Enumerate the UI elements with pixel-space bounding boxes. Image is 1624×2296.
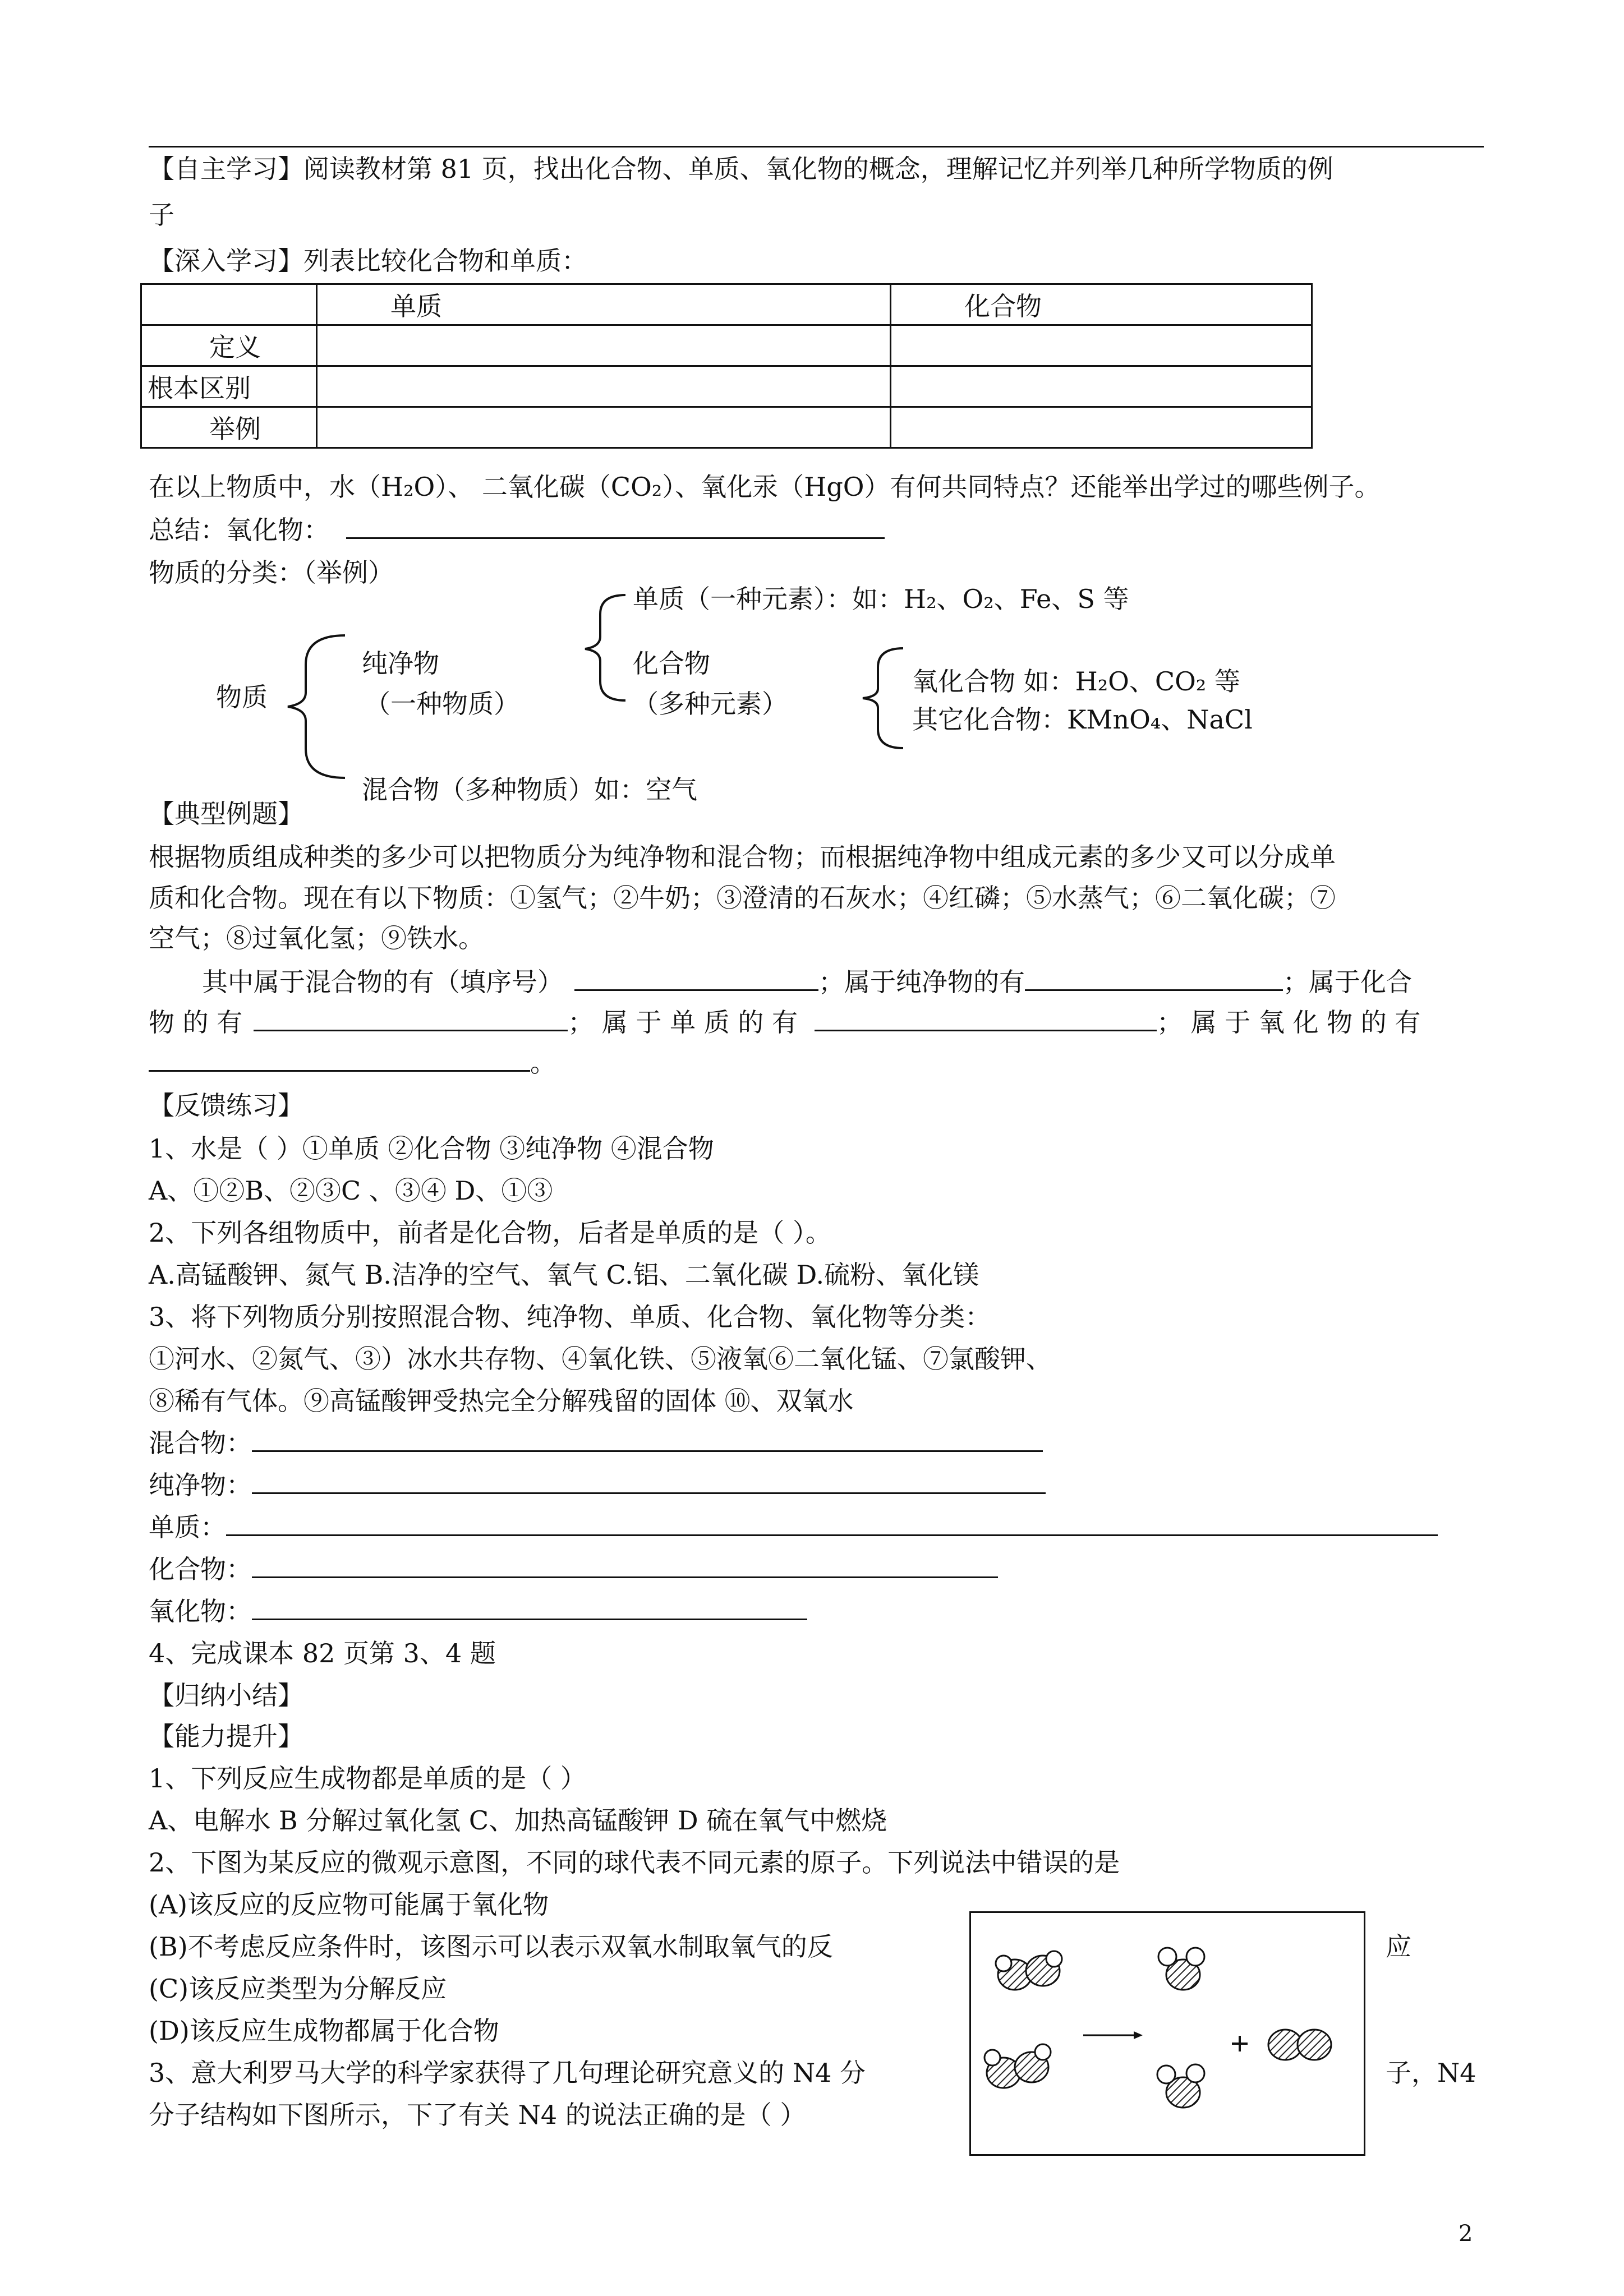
row-label-difference: 根本区别 [141,366,317,407]
tree-oxide: 氧化合物 如：H₂O、CO₂ 等 [912,666,1240,697]
table-row [141,407,1312,448]
cell-difference-compound[interactable] [891,366,1312,407]
compound-row [149,1551,998,1588]
table-row [141,325,1312,366]
simple-row-label: 单质： [149,1512,226,1542]
example-line3: 空气；⑧过氧化氢；⑨铁水。 [149,923,484,953]
page-number: 2 [1459,2221,1473,2247]
oxide-row-label: 氧化物： [149,1596,252,1626]
oxide-label: ； 属 于 氧 化 物 的 有 [1156,1007,1421,1038]
tree-root: 物质 [216,682,268,712]
reactant-molecule-2 [984,2044,1051,2088]
common-feature-question: 在以上物质中，水（H₂O）、 二氧化碳（CO₂）、氧化汞（HgO）有何共同特点？还能举出学过的哪些例子。 [149,472,1381,502]
compound-answer-blank[interactable] [254,1004,568,1031]
tree-other: 其它化合物：KMnO₄、NaCl [912,704,1253,735]
ability-q2-option-a: (A)该反应的反应物可能属于氧化物 [149,1889,549,1920]
cell-definition-compound[interactable] [891,325,1312,366]
ability-q2-option-c: (C)该反应类型为分解反应 [149,1974,447,2004]
ability-q2-option-b-end: 应 [1386,1931,1411,1962]
oxide-answer-blank[interactable] [149,1044,530,1072]
example-line1: 根据物质组成种类的多少可以把物质分为纯净物和混合物；而根据纯净物中组成元素的多少又可以分成单 [149,842,1336,872]
ability-q2: 2、下图为某反应的微观示意图，不同的球代表不同元素的原子。下列说法中错误的是 [149,1847,1120,1878]
self-study-text: 阅读教材第 81 页，找出化合物、单质、氧化物的概念，理解记忆并列举几种所学物质的例 [303,154,1333,184]
ability-q3-end: 子，N4 [1386,2058,1476,2088]
comparison-table [140,283,1313,449]
pure-blank[interactable] [252,1467,1046,1494]
ability-tag: 【能力提升】 [149,1721,303,1751]
classification-title: 物质的分类：（举例） [149,557,394,588]
feedback-q3-line1: ①河水、②氮气、③）冰水共存物、④氧化铁、⑤液氧⑥二氧化锰、⑦氯酸钾、 [149,1344,1052,1374]
ability-q2-option-d: (D)该反应生成物都属于化合物 [149,2016,499,2046]
ability-q3-line2: 分子结构如下图所示，下了有关 N4 的说法正确的是（ ） [149,2100,806,2130]
mixture-blank[interactable] [252,1424,1043,1452]
simple-blank[interactable] [226,1509,1438,1536]
summary-tag: 【归纳小结】 [149,1680,303,1711]
simple-row [149,1509,1438,1546]
feedback-q3: 3、将下列物质分别按照混合物、纯净物、单质、化合物、氧化物等分类： [149,1302,991,1332]
feedback-q1: 1、水是（ ）①单质 ②化合物 ③纯净物 ④混合物 [149,1133,714,1164]
feedback-q2: 2、下列各组物质中，前者是化合物，后者是单质的是（ ）。 [149,1218,831,1248]
cell-example-compound[interactable] [891,407,1312,448]
ability-q3: 3、意大利罗马大学的科学家获得了几句理论研究意义的 N4 分 [149,2058,866,2088]
header-rule [149,146,1484,147]
cell-example-simple[interactable] [317,407,891,448]
example-question-line [202,963,1412,1001]
pure-brace [581,592,631,704]
product-water-1 [1158,1948,1204,1990]
feedback-tag: 【反馈练习】 [149,1090,303,1121]
tree-pure-note: （一种物质） [365,689,519,719]
oxide-summary-blank[interactable] [346,511,885,539]
example-line6 [149,1044,556,1081]
self-study-tag: 【自主学习】 [149,154,303,184]
table-header-compound: 化合物 [891,284,1312,325]
deep-study-tag: 【深入学习】 [149,246,303,276]
row-label-definition: 定义 [141,325,317,366]
oxide-summary-label: 总结：氧化物： [149,515,329,545]
ability-q2-option-b: (B)不考虑反应条件时，该图示可以表示双氧水制取氧气的反 [149,1931,833,1962]
feedback-q2-options: A.高锰酸钾、氮气 B.洁净的空气、氧气 C.铝、二氧化碳 D.硫粉、氧化镁 [149,1260,979,1290]
row-label-example: 举例 [141,407,317,448]
table-header-row [141,284,1312,325]
tree-compound-note: （多种元素） [633,689,788,719]
ability-q1-options: A、电解水 B 分解过氧化氢 C、加热高锰酸钾 D 硫在氧气中燃烧 [149,1805,887,1836]
simple-label: ； 属 于 单 质 的 有 [568,1007,798,1038]
deep-study-text: 列表比较化合物和单质： [303,246,587,276]
product-oxygen [1268,2030,1331,2060]
oxide-summary-line [149,511,885,548]
plus-sign [1232,2036,1248,2051]
mixture-row [149,1424,1043,1461]
line6-period: 。 [530,1048,556,1078]
oxide-blank[interactable] [252,1593,807,1620]
q-pure-label: ；属于纯净物的有 [818,967,1025,997]
example-answer-line [149,1004,1420,1041]
q-mixture-label: 其中属于混合物的有（填序号） [202,967,563,997]
tree-simple: 单质（一种元素）：如：H₂、O₂、Fe、S 等 [633,584,1129,614]
table-header-empty [141,284,317,325]
feedback-q3-line2: ⑧稀有气体。⑨高锰酸钾受热完全分解残留的固体 ⑩、双氧水 [149,1386,854,1416]
pure-answer-blank[interactable] [1025,963,1283,991]
self-study-cont: 子 [149,200,174,230]
compound-label-cont: 物 的 有 [149,1007,243,1038]
feedback-q4: 4、完成课本 82 页第 3、4 题 [149,1638,496,1668]
product-water-2 [1157,2064,1204,2108]
reaction-arrow [1083,2031,1143,2039]
mixture-answer-blank[interactable] [574,963,818,991]
deep-study-line [149,242,587,279]
q-compound-label: ；属于化合 [1283,967,1412,997]
feedback-q1-options: A、①②B、②③C 、③④ D、①③ [149,1175,553,1206]
tree-mixture: 混合物（多种物质）如：空气 [362,774,697,805]
example-line2: 质和化合物。现在有以下物质：①氢气；②牛奶；③澄清的石灰水；④红磷；⑤水蒸气；⑥二氧化碳；⑦ [149,883,1336,913]
compound-blank[interactable] [252,1551,998,1578]
reaction-diagram [969,1911,1365,2156]
ability-q1: 1、下列反应生成物都是单质的是（ ） [149,1763,586,1794]
compound-brace [858,645,909,751]
table-row [141,366,1312,407]
tree-pure: 纯净物 [362,648,439,679]
cell-definition-simple[interactable] [317,325,891,366]
tree-compound: 化合物 [633,648,710,679]
pure-label: 纯净物： [149,1470,252,1500]
root-brace [283,631,351,782]
reaction-diagram-svg [971,1913,1364,2154]
reactant-molecule-1 [996,1951,1062,1990]
example-tag: 【典型例题】 [149,799,303,829]
pure-row [149,1467,1046,1504]
table-header-simple: 单质 [317,284,891,325]
self-study-line [149,150,1333,187]
simple-answer-blank[interactable] [815,1004,1157,1031]
mixture-label: 混合物： [149,1428,252,1458]
oxide-row [149,1593,807,1630]
compound-row-label: 化合物： [149,1554,252,1584]
cell-difference-simple[interactable] [317,366,891,407]
